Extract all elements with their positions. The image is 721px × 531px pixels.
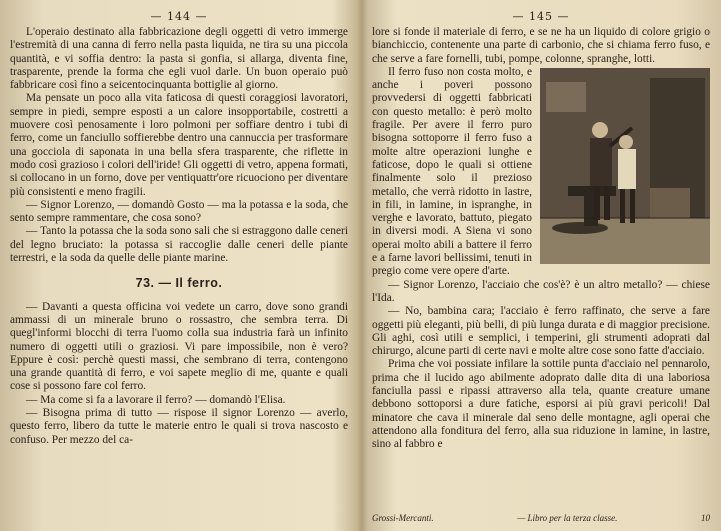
paragraph: — Signor Lorenzo, l'acciaio che cos'è? è un altro metallo? — chiese l'Ida.	[372, 278, 710, 304]
paragraph: — Davanti a questa officina voi vedete un carro, dove sono grandi ammassi di un minerale bruno o rossastro, che sembra terra. Di quegl'informi blocchi di terra l'uomo colla sua industria farà un infinito numero di oggetti utili o graziosi. Vi pare impossibile, non è vero? Eppure è così: perchè questi massi, che sembrano di terra, contengono una grande quantità di ferro, e voi sapete meglio di me, quante e quali cose si possono fare col ferro.	[10, 300, 348, 393]
paragraph: — Ma come si fa a lavorare il ferro? — domandò l'Elisa.	[26, 393, 286, 406]
page-number: — 144 —	[150, 10, 208, 23]
footer-author: Grossi-Mercanti.	[372, 513, 434, 523]
right-page-body	[372, 26, 710, 452]
right-page	[372, 8, 710, 523]
paragraph: Ma pensate un poco alla vita faticosa di questi coraggiosi lavoratori, sempre in piedi, sempre esposti a un calore insopportabile, costretti a muovere così penosamente i loro polmoni per soffiare dentro i tubi di ferro, come un fanciullo soffierebbe dentro una cannuccia per trasformare una gocciola di saponata in una bella sfera trasparente, che riflette in modo così grazioso i colori dell'iride! Gli oggetti di vetro, appena formati, si collocano in un forno, dove per ventiquattr'ore ricuociono per diventare più consistenti e meno fragili.	[10, 92, 348, 198]
footer-signature: 10	[701, 513, 710, 523]
blacksmith-illustration	[540, 68, 710, 264]
blacksmith-engraving	[540, 68, 710, 264]
footer-title: — Libro per la terza classe.	[517, 513, 618, 523]
left-page-body	[10, 26, 348, 447]
page-number: — 145 —	[512, 10, 570, 23]
paragraph: — Signor Lorenzo, — domandò Gosto — ma la potassa e la soda, che sento sempre rammentare, che cosa sono?	[10, 198, 348, 225]
paragraph: lore si fonde il materiale di ferro, e se ne ha un liquido di colore grigio o bianchiccio, contenente una parte di carbonio, che si chiama ferro fuso, e che serve a fare fornelli, tubi, pompe, colonne, spranghe, lotti.	[372, 26, 710, 65]
page-footer	[372, 513, 710, 523]
paragraph: L'operaio destinato alla fabbricazione degli oggetti di vetro immerge l'estremità di una canna di ferro nella pasta liquida, ne tira su una piccola quantità, e vi soffia dentro: la pasta si gonfia, si allarga, diventa fine, trasparente, prende la forma che egli vuol darle. Un buon operaio può fabbricare così fino a seicentocinquanta bottiglie al giorno.	[10, 26, 348, 92]
paragraph: Il ferro fuso non costa molto, e anche i poveri possono provvedersi di oggetti fabbricati con questo metallo: è però molto fragile. Per avere il ferro puro bisogna sottoporre il ferro fuso a molte altre operazioni lunghe e faticose, dopo le quali si ottiene finalmente solo il prezioso metallo, che verrà ridotto in lastre, in fili, in lamine, in ispranghe, in verghe e lavorato, battuto, piegato in diversi modi. A Siena vi sono operai molto abili a battere il ferro e a farne lavori bellissimi, tenuti in pregio come vere opere d'arte.	[372, 65, 532, 278]
paragraph: Prima che voi possiate infilare la sottile punta d'acciaio nel pennarolo, prima che il lucido ago abilmente adoprato dalle dita di una laboriosa fanciulla passi e ripassi attraverso alla tela, quante creature umane debbono sottoporsi a dure fatiche, esporsi ai più gravi pericoli! Dal minatore che cava il minerale dal seno delle montagne, agli operai che attendono alla fonditura del ferro, alla sua riduzione in lamine, in lastre, sino al fabbro e	[372, 358, 710, 451]
left-page	[10, 8, 348, 523]
section-heading: 73. — Il ferro.	[135, 276, 223, 291]
paragraph: — No, bambina cara; l'acciaio è ferro raffinato, che serve a fare oggetti più eleganti, più belli, di più lunga durata e di maggior precisione. Gli aghi, così utili e semplici, i temperini, gli strumenti adoprati dal chirurgo, alcune parti di certe navi e molte altre cose sono fatte d'acciaio.	[372, 305, 710, 358]
paragraph: — Bisogna prima di tutto — rispose il signor Lorenzo — averlo, questo ferro, libero da tutte le materie entro le quali si trova nascosto e confuso. Per mezzo del ca-	[10, 407, 348, 446]
paragraph: — Tanto la potassa che la soda sono sali che si estraggono dalle ceneri del legno bruciato: la potassa si raccoglie dalle ceneri delle piante terrestri, e la soda da quelle delle piante marine.	[10, 225, 348, 265]
